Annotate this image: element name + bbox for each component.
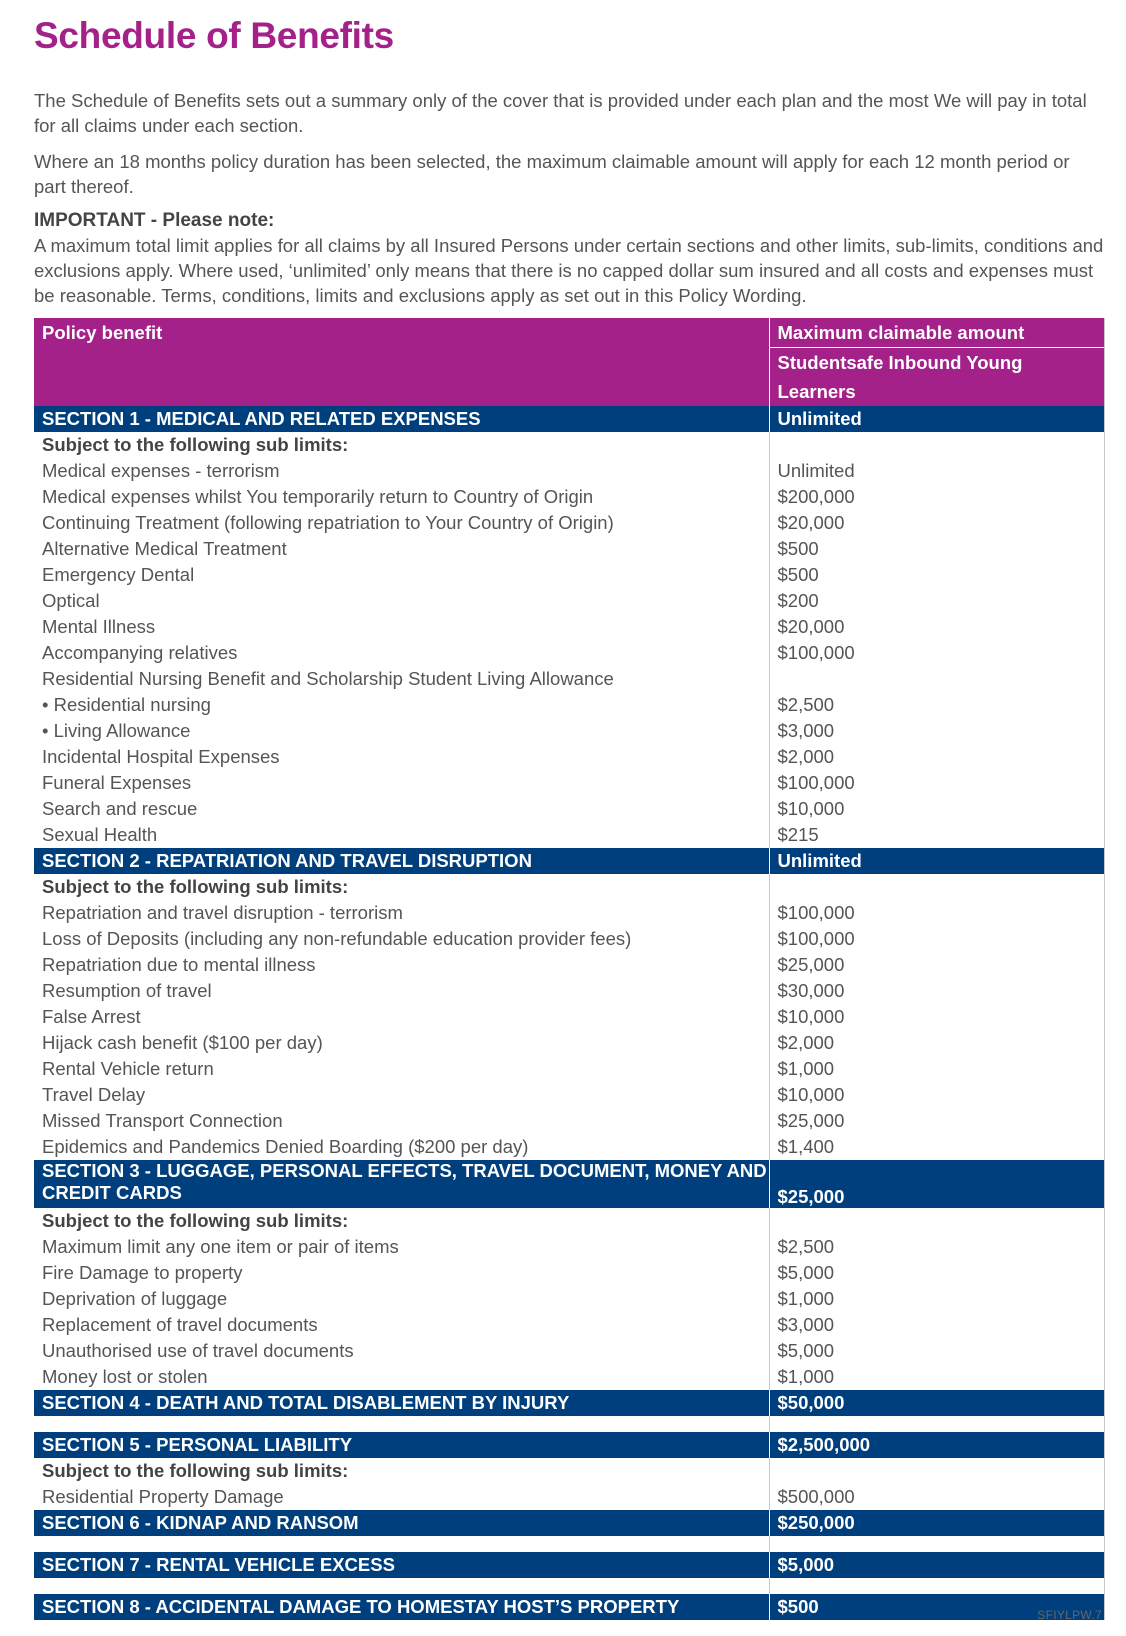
section-title: SECTION 1 - MEDICAL AND RELATED EXPENSES [34,406,769,432]
benefit-value: $200 [769,588,1104,614]
table-row [34,1004,1104,1030]
benefit-value: $100,000 [769,640,1104,666]
benefit-value: $25,000 [769,952,1104,978]
benefit-label: Medical expenses whilst You temporarily return to Country of Origin [42,486,594,507]
table-row [34,1234,1104,1260]
table-row [34,978,1104,1004]
table-row [34,770,1104,796]
sub-limits-row [34,432,1104,458]
benefit-value: $20,000 [769,510,1104,536]
sub-limits-row [34,1458,1104,1484]
intro-paragraph-2: Where an 18 months policy duration has been selected, the maximum claimable amount will apply for each 12 month period or part thereof. [34,151,1070,197]
benefit-value: $500 [769,536,1104,562]
table-row [34,588,1104,614]
benefit-label: Money lost or stolen [42,1366,208,1387]
table-row [34,1260,1104,1286]
benefit-value: $3,000 [769,718,1104,744]
sub-limits-label: Subject to the following sub limits: [42,876,349,897]
benefits-table [34,318,1105,1620]
benefit-label: Continuing Treatment (following repatriation to Your Country of Origin) [42,512,614,533]
section-amount: Unlimited [769,406,1104,432]
table-row [34,822,1104,848]
section-amount: $25,000 [769,1160,1104,1208]
benefit-value [769,666,1104,692]
benefit-value: $30,000 [769,978,1104,1004]
benefit-label: Missed Transport Connection [42,1110,283,1131]
benefit-label: • Living Allowance [42,720,190,741]
table-row [34,952,1104,978]
table-row [34,718,1104,744]
table-row [34,536,1104,562]
benefit-label: Search and rescue [42,798,198,819]
section-2-row [34,848,1104,874]
benefit-label: Resumption of travel [42,980,212,1001]
table-row [34,900,1104,926]
benefit-value: $100,000 [769,926,1104,952]
table-row [34,1364,1104,1390]
benefit-label: Rental Vehicle return [42,1058,214,1079]
section-title: SECTION 8 - ACCIDENTAL DAMAGE TO HOMESTAY HOST’S PROPERTY [34,1594,769,1620]
section-5-row [34,1432,1104,1458]
section-title [34,1160,769,1208]
section-title: SECTION 6 - KIDNAP AND RANSOM [34,1510,769,1536]
benefit-value: $2,500 [769,692,1104,718]
table-row [34,1108,1104,1134]
table-row [34,484,1104,510]
col-max-amount-header: Maximum claimable amount [769,318,1104,348]
spacer-row [34,1578,1104,1594]
sub-limits-label: Subject to the following sub limits: [42,1460,349,1481]
table-row [34,1338,1104,1364]
section-title-line-2: CREDIT CARDS [42,1182,182,1203]
benefit-label: Funeral Expenses [42,772,192,793]
section-8-row [34,1594,1104,1620]
benefit-label: Alternative Medical Treatment [42,538,287,559]
sub-limits-row [34,1208,1104,1234]
benefit-label: Hijack cash benefit ($100 per day) [42,1032,323,1053]
benefit-label: Medical expenses - terrorism [42,460,280,481]
footer-document-code: SFIYLPW.7 [1037,1608,1102,1622]
section-amount: $50,000 [769,1390,1104,1416]
section-amount: $5,000 [769,1552,1104,1578]
benefit-label: Maximum limit any one item or pair of items [42,1236,399,1257]
benefit-label: Unauthorised use of travel documents [42,1340,354,1361]
benefit-value: $1,400 [769,1134,1104,1160]
benefit-value: $100,000 [769,900,1104,926]
benefit-value: $215 [769,822,1104,848]
benefit-label: Accompanying relatives [42,642,238,663]
plan-name-header: Studentsafe Inbound Young Learners [769,348,1104,407]
page-content [34,14,1104,308]
benefit-value: $1,000 [769,1056,1104,1082]
benefit-label: Residential Property Damage [42,1486,284,1507]
spacer-row [34,1416,1104,1432]
spacer-row [34,1536,1104,1552]
table-row [34,1484,1104,1510]
table-row [34,1312,1104,1338]
benefit-value: $5,000 [769,1260,1104,1286]
section-amount: $500 [769,1594,1104,1620]
benefit-value: $25,000 [769,1108,1104,1134]
benefit-label: Residential Nursing Benefit and Scholarship Student Living Allowance [42,668,614,689]
benefit-label: Emergency Dental [42,564,195,585]
section-amount: Unlimited [769,848,1104,874]
section-7-row [34,1552,1104,1578]
table-row [34,1134,1104,1160]
benefit-label: Optical [42,590,100,611]
benefit-label: Deprivation of luggage [42,1288,228,1309]
benefit-value: $100,000 [769,770,1104,796]
benefit-value: $2,000 [769,1030,1104,1056]
benefit-value: $1,000 [769,1286,1104,1312]
table-row [34,562,1104,588]
benefit-label: Fire Damage to property [42,1262,243,1283]
table-row [34,692,1104,718]
sub-limits-label: Subject to the following sub limits: [42,1210,349,1231]
table-row [34,640,1104,666]
benefit-label: Mental Illness [42,616,156,637]
table-row [34,614,1104,640]
benefit-label: Loss of Deposits (including any non-refundable education provider fees) [42,928,632,949]
benefit-value: $10,000 [769,1004,1104,1030]
benefit-value: $3,000 [769,1312,1104,1338]
table-row [34,666,1104,692]
benefit-value: $200,000 [769,484,1104,510]
benefit-label: Epidemics and Pandemics Denied Boarding ($200 per day) [42,1136,529,1157]
benefit-value: $1,000 [769,1364,1104,1390]
sub-limits-row [34,874,1104,900]
benefit-label: Repatriation and travel disruption - terrorism [42,902,403,923]
benefit-value: $20,000 [769,614,1104,640]
benefit-label: Repatriation due to mental illness [42,954,316,975]
benefit-label: Sexual Health [42,824,158,845]
col-policy-benefit-header: Policy benefit [34,318,769,406]
section-title: SECTION 5 - PERSONAL LIABILITY [34,1432,769,1458]
table-row [34,796,1104,822]
section-amount: $250,000 [769,1510,1104,1536]
benefit-value: $2,500 [769,1234,1104,1260]
benefit-value: $500,000 [769,1484,1104,1510]
benefit-value: $2,000 [769,744,1104,770]
benefit-value: $5,000 [769,1338,1104,1364]
table-header-row [34,318,1104,348]
important-heading: IMPORTANT - Please note: [34,210,275,231]
section-amount: $2,500,000 [769,1432,1104,1458]
table-row [34,744,1104,770]
table-row [34,1030,1104,1056]
benefit-label: • Residential nursing [42,694,211,715]
sub-limits-label: Subject to the following sub limits: [42,434,349,455]
page-title: Schedule of Benefits [34,15,394,56]
table-row [34,1056,1104,1082]
section-title: SECTION 7 - RENTAL VEHICLE EXCESS [34,1552,769,1578]
section-title-line-1: SECTION 3 - LUGGAGE, PERSONAL EFFECTS, TRAVEL DOCUMENT, MONEY AND [42,1160,767,1181]
table-row [34,1082,1104,1108]
benefit-label: Replacement of travel documents [42,1314,318,1335]
benefit-value: $500 [769,562,1104,588]
section-3-row [34,1160,1104,1208]
section-title: SECTION 2 - REPATRIATION AND TRAVEL DISRUPTION [34,848,769,874]
table-row [34,510,1104,536]
section-title: SECTION 4 - DEATH AND TOTAL DISABLEMENT BY INJURY [34,1390,769,1416]
benefit-value: $10,000 [769,1082,1104,1108]
important-text: A maximum total limit applies for all claims by all Insured Persons under certain sections and other limits, sub-limits, conditions and exclusions apply. Where used, ‘unlimited’ only means that there is no capped dollar sum insured and all costs and expenses must be reasonable. Terms, conditions, limits and exclusions apply as set out in this Policy Wording. [34,235,1104,306]
benefit-value: Unlimited [769,458,1104,484]
benefit-label: Travel Delay [42,1084,146,1105]
benefit-label: False Arrest [42,1006,141,1027]
section-4-row [34,1390,1104,1416]
benefit-label: Incidental Hospital Expenses [42,746,280,767]
table-row [34,458,1104,484]
table-row [34,1286,1104,1312]
benefit-value: $10,000 [769,796,1104,822]
section-6-row [34,1510,1104,1536]
intro-paragraph-1: The Schedule of Benefits sets out a summary only of the cover that is provided under each plan and the most We will pay in total for all claims under each section. [34,90,1087,136]
table-row [34,926,1104,952]
section-1-row [34,406,1104,432]
